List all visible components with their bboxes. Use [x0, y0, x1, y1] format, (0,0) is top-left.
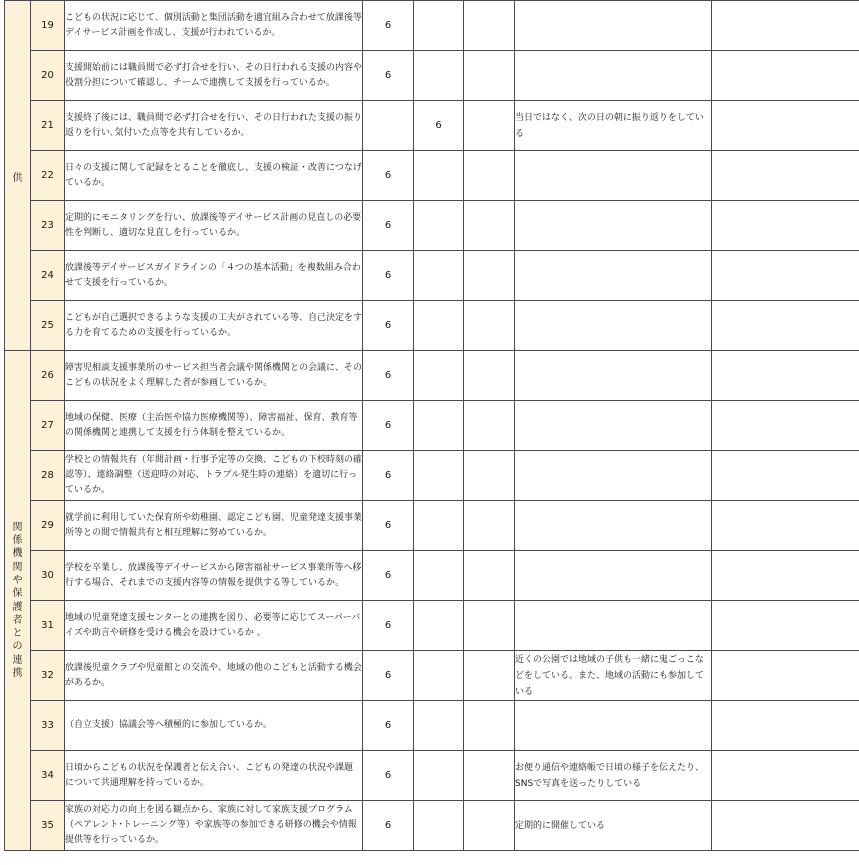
comment-text [515, 601, 712, 651]
improvement-text [712, 301, 859, 351]
comment-text [515, 351, 712, 401]
question-text: 家族の対応力の向上を図る観点から、家族に対して家族支援プログラム（ペアレント･トレーニング等）や家族等の参加できる研修の機会や情報提供等を行っているか。 [65, 801, 363, 851]
no-count [414, 201, 464, 251]
maybe-count [464, 451, 515, 501]
maybe-count [464, 751, 515, 801]
improvement-text [712, 1, 859, 51]
question-text: 放課後等デイサービスガイドラインの「４つの基本活動」を複数組み合わせて支援を行っているか。 [65, 251, 363, 301]
table-row [5, 101, 859, 151]
yes-count: 6 [363, 401, 414, 451]
item-number: 21 [31, 101, 65, 151]
yes-count [363, 101, 414, 151]
no-count: 6 [414, 101, 464, 151]
no-count [414, 601, 464, 651]
table-row [5, 201, 859, 251]
no-count [414, 801, 464, 851]
comment-text [515, 301, 712, 351]
question-text: 日々の支援に関して記録をとることを徹底し、支援の検証・改善につなげているか。 [65, 151, 363, 201]
yes-count: 6 [363, 751, 414, 801]
table-row [5, 801, 859, 851]
improvement-text [712, 801, 859, 851]
table-row [5, 551, 859, 601]
item-number: 26 [31, 351, 65, 401]
item-number: 34 [31, 751, 65, 801]
evaluation-table [4, 0, 859, 851]
comment-text [515, 201, 712, 251]
maybe-count [464, 601, 515, 651]
maybe-count [464, 1, 515, 51]
question-text: 地域の保健、医療（主治医や協力医療機関等）、障害福祉、保育、教育等の関係機関と連携して支援を行う体制を整えているか。 [65, 401, 363, 451]
question-text: 学校を卒業し、放課後等デイサービスから障害福祉サービス事業所等へ移行する場合、それまでの支援内容等の情報を提供する等しているか。 [65, 551, 363, 601]
table-row [5, 651, 859, 701]
table-row [5, 1, 859, 51]
yes-count: 6 [363, 651, 414, 701]
item-number: 24 [31, 251, 65, 301]
comment-text [515, 251, 712, 301]
comment-text [515, 151, 712, 201]
table-row [5, 351, 859, 401]
item-number: 19 [31, 1, 65, 51]
question-text: こどもの状況に応じて、個別活動と集団活動を適宜組み合わせて放課後等デイサービス計画を作成し、支援が行われているか。 [65, 1, 363, 51]
comment-text: 定期的に開催している [515, 801, 712, 851]
item-number: 25 [31, 301, 65, 351]
item-number: 32 [31, 651, 65, 701]
item-number: 31 [31, 601, 65, 651]
table-row [5, 151, 859, 201]
yes-count: 6 [363, 701, 414, 751]
improvement-text [712, 351, 859, 401]
maybe-count [464, 151, 515, 201]
improvement-text [712, 601, 859, 651]
table-row [5, 251, 859, 301]
no-count [414, 651, 464, 701]
comment-text [515, 51, 712, 101]
item-number: 28 [31, 451, 65, 501]
yes-count: 6 [363, 601, 414, 651]
category-label: 関係機関や保護者との連携 [12, 521, 23, 679]
maybe-count [464, 801, 515, 851]
item-number: 20 [31, 51, 65, 101]
question-text: 支援終了後には、職員間で必ず打合せを行い、その日行われた支援の振り返りを行い､気付いた点等を共有しているか。 [65, 101, 363, 151]
improvement-text [712, 51, 859, 101]
item-number: 33 [31, 701, 65, 751]
improvement-text [712, 401, 859, 451]
question-text: 支援開始前には職員間で必ず打合せを行い、その日行われる支援の内容や役割分担について確認し、チームで連携して支援を行っているか。 [65, 51, 363, 101]
category-label: 供 [12, 172, 23, 184]
maybe-count [464, 701, 515, 751]
question-text: 放課後児童クラブや児童館との交流や、地域の他のこどもと活動する機会があるか。 [65, 651, 363, 701]
improvement-text [712, 751, 859, 801]
item-number: 29 [31, 501, 65, 551]
comment-text: 当日ではなく、次の日の朝に振り返りをしている [515, 101, 712, 151]
category-cell [5, 351, 31, 851]
maybe-count [464, 101, 515, 151]
table-row [5, 601, 859, 651]
improvement-text [712, 501, 859, 551]
no-count [414, 751, 464, 801]
comment-text: 近くの公園では地域の子供も一緒に鬼ごっこなどをしている。また、地域の活動にも参加している [515, 651, 712, 701]
maybe-count [464, 651, 515, 701]
table-row [5, 701, 859, 751]
maybe-count [464, 351, 515, 401]
improvement-text [712, 101, 859, 151]
yes-count: 6 [363, 1, 414, 51]
item-number: 23 [31, 201, 65, 251]
item-number: 30 [31, 551, 65, 601]
maybe-count [464, 301, 515, 351]
comment-text [515, 551, 712, 601]
table-row [5, 401, 859, 451]
question-text: 学校との情報共有（年間計画・行事予定等の交換、こどもの下校時刻の確認等）、連絡調整（送迎時の対応、トラブル発生時の連絡）を適切に行っているか。 [65, 451, 363, 501]
yes-count: 6 [363, 501, 414, 551]
comment-text: お便り通信や連絡帳で日頃の様子を伝えたり、SNSで写真を送ったりしている [515, 751, 712, 801]
maybe-count [464, 51, 515, 101]
table-row [5, 751, 859, 801]
yes-count: 6 [363, 201, 414, 251]
question-text: 地域の児童発達支援センターとの連携を図り、必要等に応じてスーパーバイズや助言や研修を受ける機会を設けているか 。 [65, 601, 363, 651]
category-cell [5, 1, 31, 351]
no-count [414, 701, 464, 751]
comment-text [515, 701, 712, 751]
comment-text [515, 401, 712, 451]
item-number: 27 [31, 401, 65, 451]
table-row [5, 301, 859, 351]
table-row [5, 51, 859, 101]
item-number: 22 [31, 151, 65, 201]
maybe-count [464, 551, 515, 601]
comment-text [515, 1, 712, 51]
no-count [414, 451, 464, 501]
question-text: （自立支援）協議会等へ積極的に参加しているか。 [65, 701, 363, 751]
no-count [414, 1, 464, 51]
question-text: 就学前に利用していた保育所や幼稚園、認定こども園、児童発達支援事業所等との間で情報共有と相互理解に努めているか。 [65, 501, 363, 551]
improvement-text [712, 701, 859, 751]
no-count [414, 151, 464, 201]
yes-count: 6 [363, 301, 414, 351]
no-count [414, 551, 464, 601]
improvement-text [712, 551, 859, 601]
question-text: 日頃からこどもの状況を保護者と伝え合い、こどもの発達の状況や課題について共通理解を持っているか。 [65, 751, 363, 801]
no-count [414, 51, 464, 101]
yes-count: 6 [363, 551, 414, 601]
improvement-text [712, 251, 859, 301]
no-count [414, 501, 464, 551]
no-count [414, 351, 464, 401]
maybe-count [464, 251, 515, 301]
no-count [414, 251, 464, 301]
maybe-count [464, 501, 515, 551]
table-row [5, 451, 859, 501]
question-text: こどもが自己選択できるような支援の工夫がされている等、自己決定をする力を育てるための支援を行っているか。 [65, 301, 363, 351]
improvement-text [712, 151, 859, 201]
yes-count: 6 [363, 451, 414, 501]
table-row [5, 501, 859, 551]
comment-text [515, 501, 712, 551]
table-body [5, 1, 859, 851]
question-text: 障害児相談支援事業所のサービス担当者会議や関係機関との会議に、そのこどもの状況をよく理解した者が参画しているか。 [65, 351, 363, 401]
item-number: 35 [31, 801, 65, 851]
maybe-count [464, 401, 515, 451]
maybe-count [464, 201, 515, 251]
yes-count: 6 [363, 151, 414, 201]
comment-text [515, 451, 712, 501]
improvement-text [712, 451, 859, 501]
yes-count: 6 [363, 351, 414, 401]
yes-count: 6 [363, 801, 414, 851]
improvement-text [712, 651, 859, 701]
improvement-text [712, 201, 859, 251]
question-text: 定期的にモニタリングを行い、放課後等デイサービス計画の見直しの必要性を判断し、適切な見直しを行っているか。 [65, 201, 363, 251]
no-count [414, 401, 464, 451]
yes-count: 6 [363, 251, 414, 301]
yes-count: 6 [363, 51, 414, 101]
no-count [414, 301, 464, 351]
